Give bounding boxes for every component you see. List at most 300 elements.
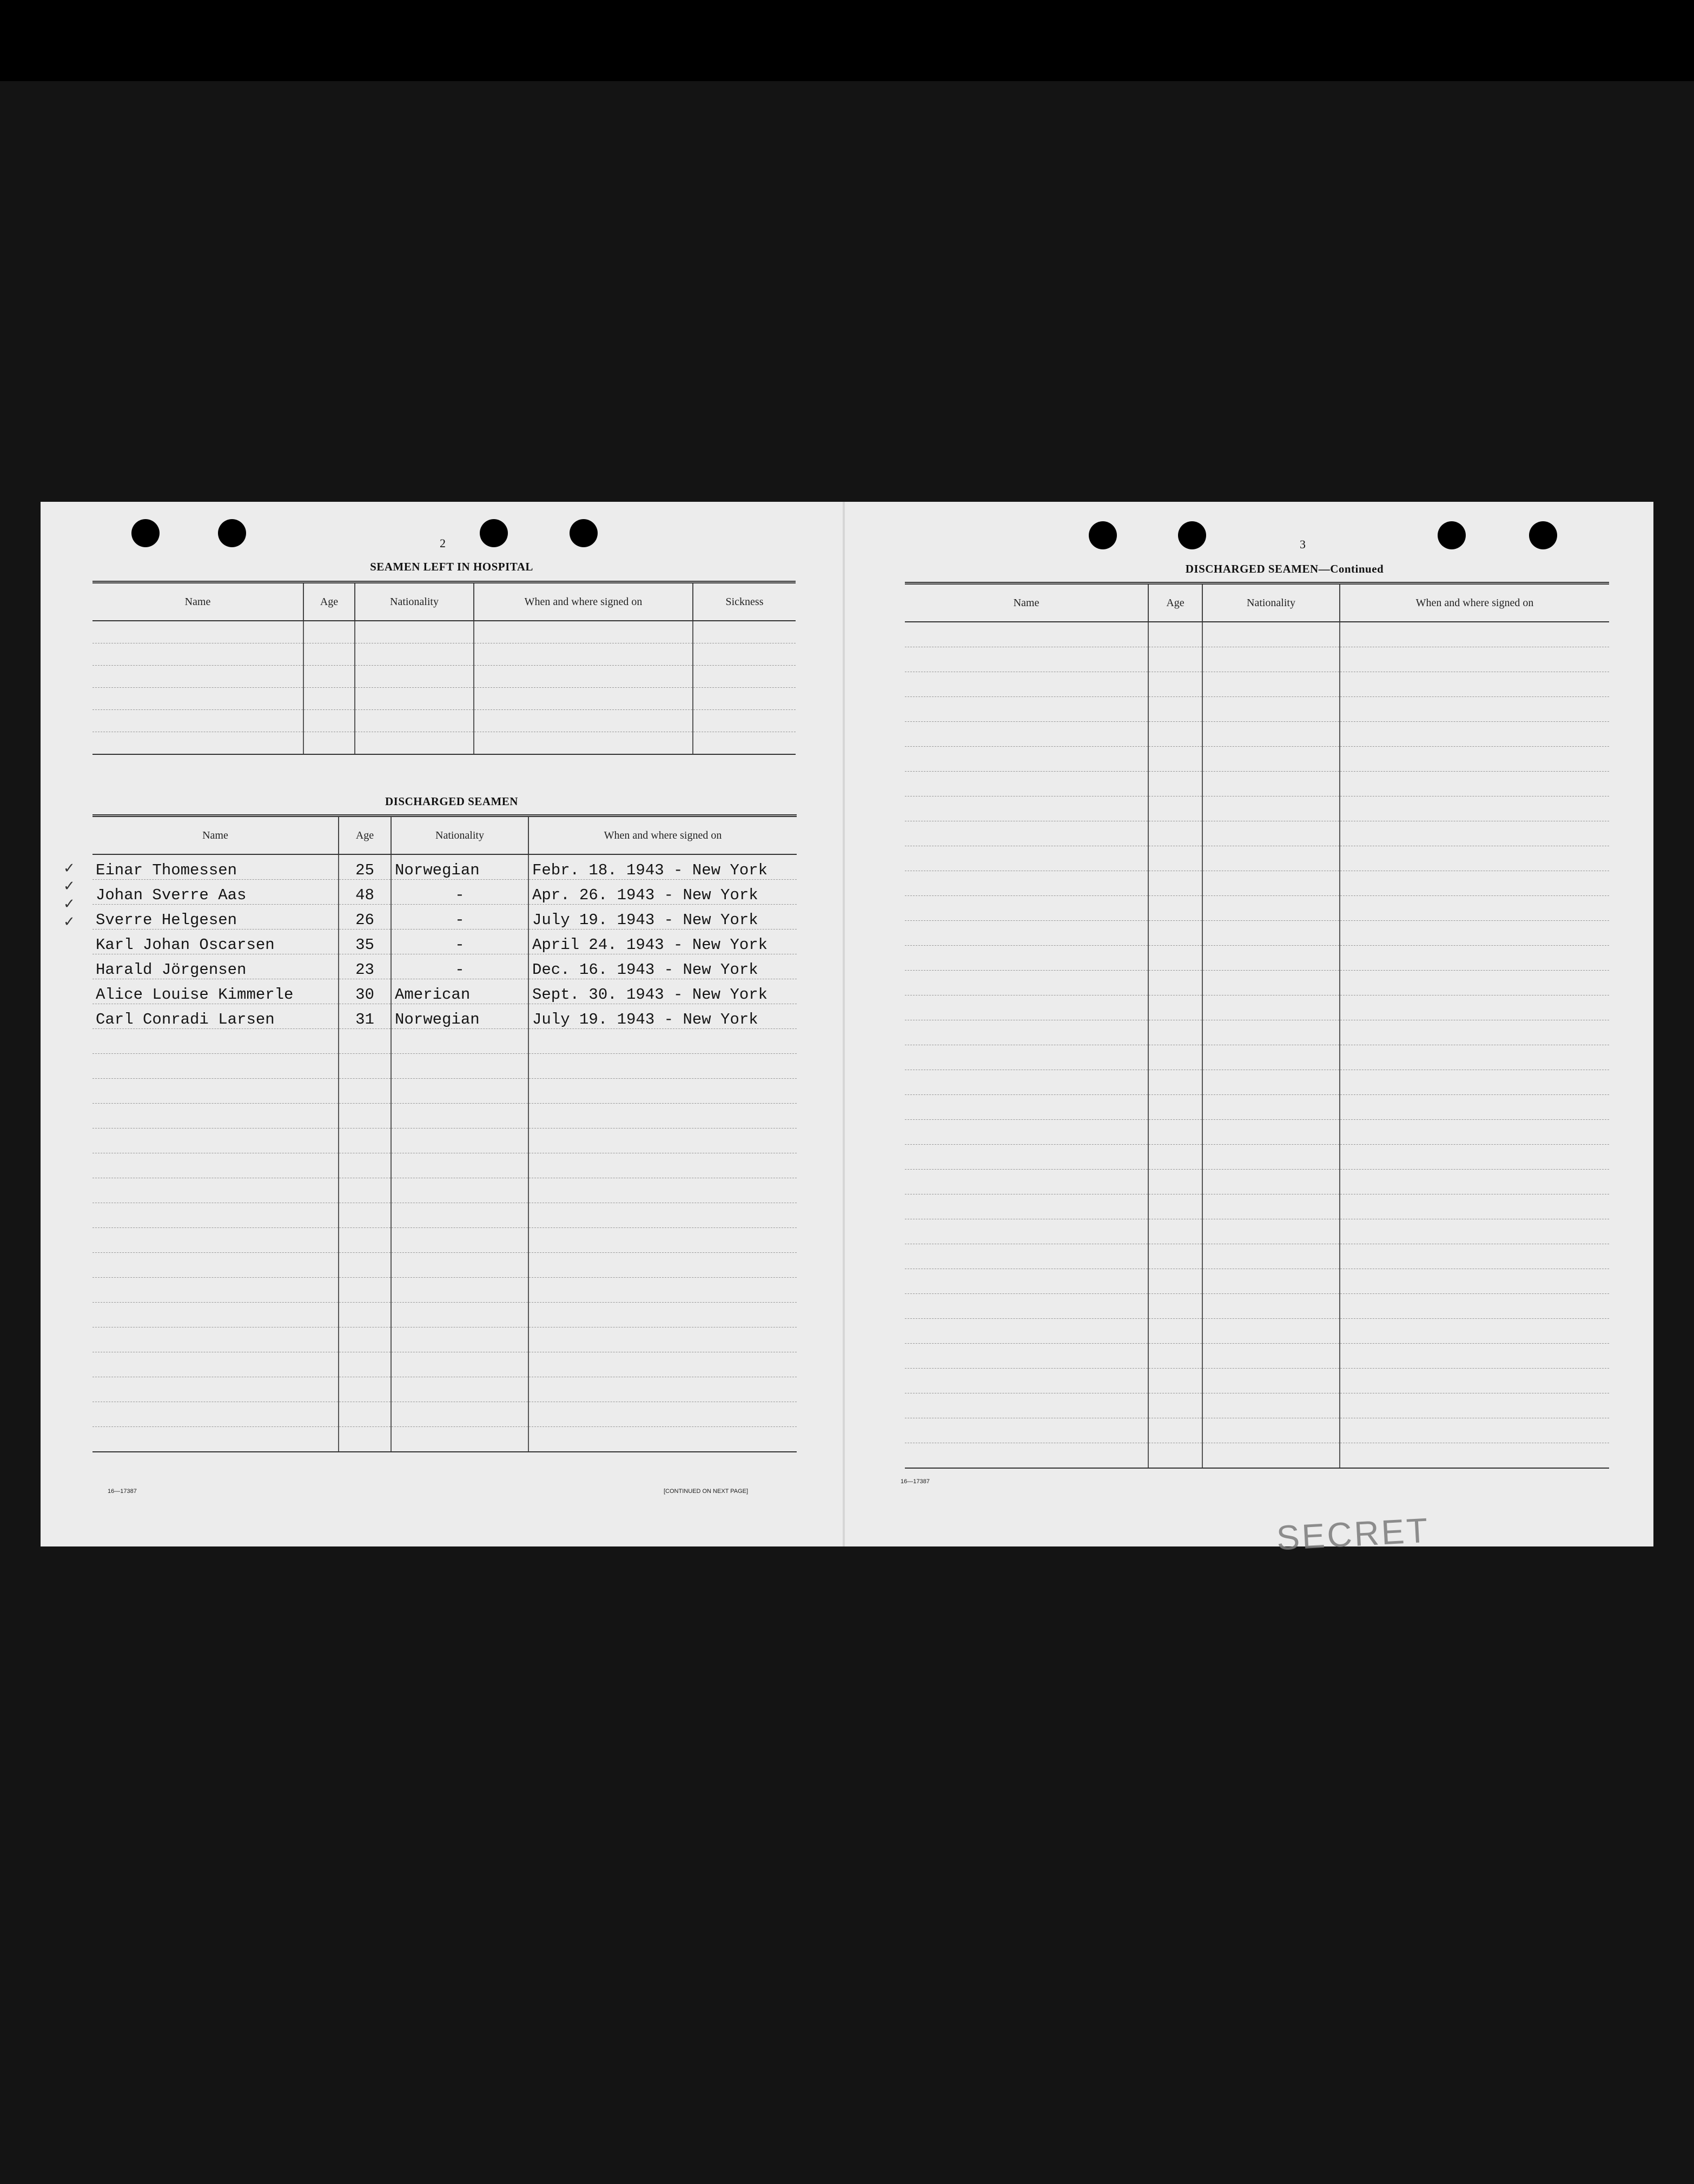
table-cell — [391, 1054, 528, 1079]
table-cell — [905, 1418, 1148, 1443]
table-cell: Karl Johan Oscarsen — [92, 930, 339, 954]
table-row — [905, 1120, 1609, 1145]
table-cell — [1202, 1070, 1340, 1095]
table-cell — [1202, 697, 1340, 722]
table-cell — [1148, 1269, 1202, 1294]
table-cell: 30 — [339, 979, 391, 1004]
table-cell — [339, 1029, 391, 1054]
binder-hole — [1529, 521, 1557, 549]
table-cell — [905, 647, 1148, 672]
table-row — [92, 643, 796, 666]
table-row — [92, 1377, 797, 1402]
table-cell — [905, 1070, 1148, 1095]
table-row — [92, 1153, 797, 1178]
table-row — [92, 880, 797, 905]
table-cell — [905, 1095, 1148, 1120]
table-cell — [693, 643, 796, 666]
table-row — [92, 1104, 797, 1128]
table-cell — [528, 1079, 797, 1104]
table-cell — [355, 732, 474, 755]
table-cell — [339, 1253, 391, 1278]
table-cell — [1148, 846, 1202, 871]
table-cell — [1148, 1020, 1202, 1045]
discharged-table — [92, 814, 797, 1452]
table-cell — [92, 621, 303, 643]
table-cell — [905, 1393, 1148, 1418]
table-cell — [1340, 772, 1609, 796]
form-number: 16—17387 — [901, 1478, 930, 1485]
table-cell — [1148, 871, 1202, 896]
handwritten-check-marks: ✓ ✓ ✓ ✓ — [63, 860, 75, 930]
table-cell — [528, 1278, 797, 1303]
table-cell — [303, 710, 355, 732]
form-number: 16—17387 — [108, 1488, 137, 1495]
table-row — [905, 1393, 1609, 1418]
table-cell — [1340, 821, 1609, 846]
column-header: Age — [339, 816, 391, 855]
table-cell: Alice Louise Kimmerle — [92, 979, 339, 1004]
table-cell — [391, 1402, 528, 1427]
table-cell — [693, 666, 796, 688]
table-cell — [1148, 1145, 1202, 1170]
table-row — [92, 954, 797, 979]
column-header: Sickness — [693, 582, 796, 621]
table-cell — [1148, 1194, 1202, 1219]
table-cell — [391, 1153, 528, 1178]
table-cell — [391, 1128, 528, 1153]
table-cell — [693, 688, 796, 710]
table-row — [92, 1128, 797, 1153]
table-cell — [1148, 672, 1202, 697]
binder-hole — [131, 519, 160, 547]
table-cell — [528, 1327, 797, 1352]
table-cell — [391, 1427, 528, 1452]
column-header: Nationality — [1202, 583, 1340, 622]
table-cell — [92, 643, 303, 666]
table-cell — [339, 1178, 391, 1203]
column-header: Name — [92, 816, 339, 855]
table-row — [905, 921, 1609, 946]
table-cell: 25 — [339, 854, 391, 880]
table-cell — [1340, 1070, 1609, 1095]
table-cell — [1340, 1120, 1609, 1145]
table-row — [905, 1269, 1609, 1294]
table-cell — [1202, 1369, 1340, 1393]
table-cell — [1148, 1120, 1202, 1145]
table-row — [92, 854, 797, 880]
table-cell: American — [391, 979, 528, 1004]
table-cell — [905, 1244, 1148, 1269]
table-cell — [1340, 1194, 1609, 1219]
table-cell — [92, 1128, 339, 1153]
table-row — [905, 1443, 1609, 1469]
table-cell — [1148, 921, 1202, 946]
table-cell — [1148, 1443, 1202, 1469]
table-cell — [1340, 1170, 1609, 1194]
table-cell — [1148, 946, 1202, 971]
table-cell — [1202, 971, 1340, 995]
table-cell — [905, 921, 1148, 946]
table-row — [92, 1402, 797, 1427]
table-cell — [1148, 1393, 1202, 1418]
table-cell — [1340, 747, 1609, 772]
table-cell — [905, 722, 1148, 747]
table-cell — [1202, 846, 1340, 871]
table-cell — [391, 1377, 528, 1402]
table-cell — [1202, 647, 1340, 672]
table-cell: 48 — [339, 880, 391, 905]
table-cell — [1340, 1418, 1609, 1443]
table-cell — [339, 1054, 391, 1079]
table-cell — [1202, 622, 1340, 647]
table-cell — [1340, 1244, 1609, 1269]
table-cell — [1202, 1269, 1340, 1294]
table-cell — [1340, 1369, 1609, 1393]
table-row — [92, 688, 796, 710]
table-cell — [355, 688, 474, 710]
table-cell — [1148, 821, 1202, 846]
table-cell — [1340, 647, 1609, 672]
table-cell — [528, 1104, 797, 1128]
table-cell — [1148, 1095, 1202, 1120]
table-cell — [1340, 796, 1609, 821]
table-cell — [339, 1278, 391, 1303]
table-cell — [1202, 1319, 1340, 1344]
secret-stamp: SECRET — [1275, 1510, 1431, 1558]
table-cell — [92, 732, 303, 755]
table-cell — [1340, 622, 1609, 647]
table-cell — [905, 1369, 1148, 1393]
table-row — [905, 747, 1609, 772]
table-cell — [303, 666, 355, 688]
table-row — [92, 905, 797, 930]
table-cell — [1148, 772, 1202, 796]
table-cell — [1202, 1443, 1340, 1469]
table-cell — [1340, 1020, 1609, 1045]
table-cell — [339, 1327, 391, 1352]
table-cell — [1148, 622, 1202, 647]
table-cell — [1148, 1418, 1202, 1443]
table-cell — [1148, 1170, 1202, 1194]
table-cell: - — [391, 954, 528, 979]
table-cell — [391, 1203, 528, 1228]
table-cell — [1148, 697, 1202, 722]
table-cell — [1202, 1095, 1340, 1120]
table-row — [905, 796, 1609, 821]
table-cell: 26 — [339, 905, 391, 930]
table-row — [92, 1228, 797, 1253]
table-cell — [1202, 995, 1340, 1020]
table-cell — [1202, 1418, 1340, 1443]
table-cell — [905, 622, 1148, 647]
discharged-section-title: DISCHARGED SEAMEN — [385, 795, 518, 808]
table-cell — [92, 1104, 339, 1128]
table-cell — [339, 1377, 391, 1402]
right-page — [846, 502, 1653, 1546]
table-row — [92, 1427, 797, 1452]
table-cell — [528, 1178, 797, 1203]
table-cell — [92, 1178, 339, 1203]
table-cell — [1340, 846, 1609, 871]
table-cell — [1340, 1045, 1609, 1070]
table-row — [905, 946, 1609, 971]
table-cell — [1202, 1020, 1340, 1045]
table-cell — [1202, 747, 1340, 772]
table-cell: Apr. 26. 1943 - New York — [528, 880, 797, 905]
table-cell: - — [391, 930, 528, 954]
table-cell — [474, 710, 693, 732]
scan-top-band — [0, 0, 1694, 81]
table-cell — [92, 1377, 339, 1402]
table-cell — [474, 621, 693, 643]
table-cell — [905, 1045, 1148, 1070]
hospital-header-row — [92, 582, 796, 621]
table-cell — [92, 1352, 339, 1377]
table-cell — [1202, 1170, 1340, 1194]
table-row — [905, 1045, 1609, 1070]
continued-header-row — [905, 583, 1609, 622]
table-cell — [391, 1303, 528, 1327]
table-row — [905, 1369, 1609, 1393]
table-row — [905, 896, 1609, 921]
continued-title-main: DISCHARGED SEAMEN — [1185, 562, 1319, 575]
table-row — [905, 1219, 1609, 1244]
table-cell: 23 — [339, 954, 391, 979]
discharged-header-row — [92, 816, 797, 855]
table-cell — [1202, 896, 1340, 921]
table-row — [92, 1278, 797, 1303]
table-cell — [1340, 1319, 1609, 1344]
table-row — [905, 1070, 1609, 1095]
table-cell — [339, 1079, 391, 1104]
binder-hole — [218, 519, 246, 547]
table-cell — [303, 688, 355, 710]
table-cell — [1340, 1393, 1609, 1418]
table-cell — [391, 1029, 528, 1054]
table-cell — [1148, 1344, 1202, 1369]
left-page — [41, 502, 841, 1546]
table-row — [905, 1344, 1609, 1369]
table-cell — [1202, 722, 1340, 747]
table-cell — [528, 1203, 797, 1228]
table-cell — [1148, 1369, 1202, 1393]
table-row — [905, 1294, 1609, 1319]
table-row — [92, 1253, 797, 1278]
table-row — [92, 1327, 797, 1352]
table-row — [905, 1244, 1609, 1269]
table-cell — [339, 1303, 391, 1327]
table-cell — [339, 1203, 391, 1228]
table-cell — [391, 1228, 528, 1253]
table-cell — [391, 1178, 528, 1203]
table-cell — [1148, 796, 1202, 821]
table-cell — [92, 666, 303, 688]
table-cell — [339, 1153, 391, 1178]
table-cell: Johan Sverre Aas — [92, 880, 339, 905]
table-row — [905, 821, 1609, 846]
table-cell — [905, 1194, 1148, 1219]
table-cell — [1340, 946, 1609, 971]
table-cell — [1202, 1294, 1340, 1319]
table-cell — [92, 1278, 339, 1303]
table-cell — [92, 1079, 339, 1104]
hospital-table — [92, 581, 796, 755]
table-cell: Febr. 18. 1943 - New York — [528, 854, 797, 880]
table-cell — [1202, 871, 1340, 896]
table-cell: July 19. 1943 - New York — [528, 905, 797, 930]
continued-title-suffix: —Continued — [1318, 562, 1384, 575]
table-cell — [92, 710, 303, 732]
table-cell — [905, 846, 1148, 871]
table-cell — [303, 643, 355, 666]
table-cell — [1202, 1244, 1340, 1269]
table-row — [92, 1079, 797, 1104]
table-cell — [92, 1303, 339, 1327]
table-cell: Einar Thomessen — [92, 854, 339, 880]
table-cell — [1202, 1120, 1340, 1145]
table-cell — [339, 1128, 391, 1153]
table-cell — [905, 871, 1148, 896]
table-cell: Sverre Helgesen — [92, 905, 339, 930]
table-row — [92, 1004, 797, 1029]
column-header: Name — [92, 582, 303, 621]
table-cell — [1340, 1443, 1609, 1469]
table-cell — [1202, 672, 1340, 697]
table-row — [905, 1145, 1609, 1170]
table-cell — [905, 971, 1148, 995]
table-row — [92, 1029, 797, 1054]
table-cell — [339, 1352, 391, 1377]
table-cell — [905, 796, 1148, 821]
table-cell — [1340, 1095, 1609, 1120]
table-cell — [1340, 1344, 1609, 1369]
table-cell — [1202, 946, 1340, 971]
table-cell — [528, 1427, 797, 1452]
table-row — [905, 1170, 1609, 1194]
table-cell — [92, 1153, 339, 1178]
table-cell — [355, 710, 474, 732]
table-cell — [905, 1319, 1148, 1344]
table-cell — [1340, 722, 1609, 747]
table-cell — [1202, 821, 1340, 846]
table-cell — [92, 1029, 339, 1054]
table-row — [905, 672, 1609, 697]
table-row — [905, 722, 1609, 747]
page-fold — [843, 502, 845, 1546]
continued-note: [CONTINUED ON NEXT PAGE] — [664, 1488, 749, 1495]
table-cell — [391, 1327, 528, 1352]
table-cell — [905, 1120, 1148, 1145]
table-cell — [474, 643, 693, 666]
table-cell — [1148, 1070, 1202, 1095]
table-cell: - — [391, 905, 528, 930]
table-cell — [1340, 1294, 1609, 1319]
table-row — [905, 772, 1609, 796]
table-cell — [92, 688, 303, 710]
table-cell: Sept. 30. 1943 - New York — [528, 979, 797, 1004]
table-cell — [1340, 1219, 1609, 1244]
table-cell — [905, 1294, 1148, 1319]
table-cell — [1148, 1219, 1202, 1244]
table-row — [905, 971, 1609, 995]
table-row — [905, 1194, 1609, 1219]
table-row — [905, 1418, 1609, 1443]
binder-hole — [1438, 521, 1466, 549]
table-cell: Harald Jörgensen — [92, 954, 339, 979]
table-cell — [528, 1377, 797, 1402]
table-row — [905, 1319, 1609, 1344]
table-cell — [528, 1253, 797, 1278]
table-cell — [905, 672, 1148, 697]
table-row — [905, 697, 1609, 722]
table-cell — [391, 1278, 528, 1303]
page-number: 2 — [440, 536, 446, 550]
table-cell — [1340, 1145, 1609, 1170]
table-cell — [1340, 921, 1609, 946]
table-cell — [474, 666, 693, 688]
column-header: When and where signed on — [528, 816, 797, 855]
continued-section-title — [1149, 562, 1420, 576]
table-row — [92, 1178, 797, 1203]
table-cell — [1148, 896, 1202, 921]
table-cell — [92, 1228, 339, 1253]
table-cell — [474, 688, 693, 710]
table-cell — [905, 1020, 1148, 1045]
column-header: Name — [905, 583, 1148, 622]
table-cell — [1340, 971, 1609, 995]
table-cell — [1202, 1393, 1340, 1418]
table-row — [905, 846, 1609, 871]
table-cell — [1148, 647, 1202, 672]
table-row — [92, 710, 796, 732]
table-cell — [528, 1054, 797, 1079]
ledger-spread — [41, 502, 1653, 1546]
table-row — [92, 1303, 797, 1327]
table-row — [92, 1203, 797, 1228]
table-cell — [355, 643, 474, 666]
table-cell — [303, 621, 355, 643]
table-cell — [1340, 896, 1609, 921]
table-cell — [1148, 1244, 1202, 1269]
table-cell — [528, 1228, 797, 1253]
column-header: Nationality — [355, 582, 474, 621]
table-cell — [391, 1352, 528, 1377]
table-cell — [92, 1327, 339, 1352]
table-cell — [905, 1219, 1148, 1244]
table-cell — [1202, 772, 1340, 796]
table-cell — [1148, 1294, 1202, 1319]
table-cell — [339, 1427, 391, 1452]
table-cell — [391, 1079, 528, 1104]
table-cell — [905, 772, 1148, 796]
table-cell: Dec. 16. 1943 - New York — [528, 954, 797, 979]
table-cell — [303, 732, 355, 755]
table-cell — [528, 1352, 797, 1377]
binder-hole — [1178, 521, 1206, 549]
table-cell — [693, 732, 796, 755]
table-cell — [528, 1029, 797, 1054]
table-cell: July 19. 1943 - New York — [528, 1004, 797, 1029]
table-cell — [1202, 1194, 1340, 1219]
table-row — [905, 1095, 1609, 1120]
table-cell — [905, 1145, 1148, 1170]
table-cell: 35 — [339, 930, 391, 954]
table-cell: 31 — [339, 1004, 391, 1029]
table-row — [905, 995, 1609, 1020]
table-cell — [355, 621, 474, 643]
table-cell — [693, 710, 796, 732]
table-cell — [528, 1128, 797, 1153]
